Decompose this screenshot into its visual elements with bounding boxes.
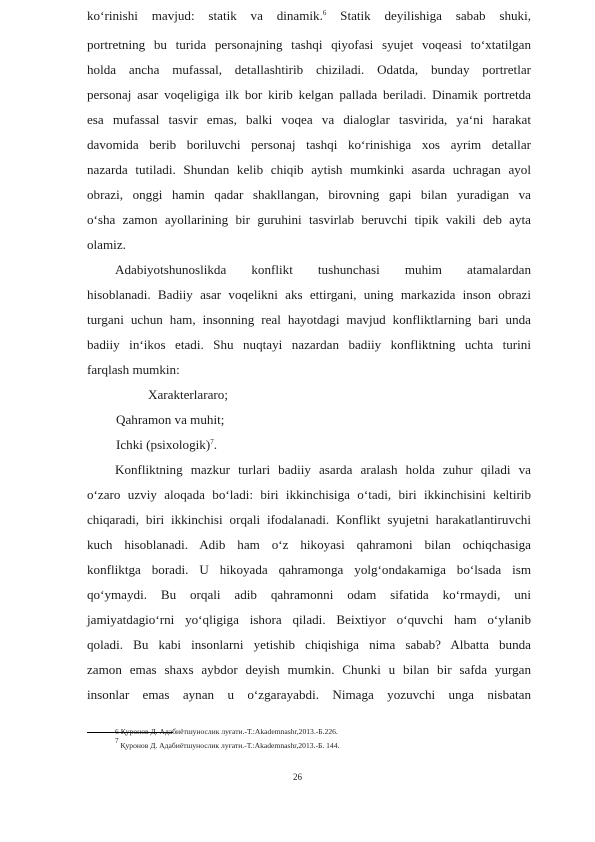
body-line: o‘zaro uzviy aloqada bo‘ladi: biri ikkinchisiga o‘tadi, biri ikkinchisini keltirib [87,487,531,502]
body-line: kuch hisoblanadi. Adib ham o‘z hikoyasi qahramoni bilan ochiqchasiga [87,537,531,552]
body-line: portretning bu turida personajning tashqi qiyofasi syujet voqeasi to‘xtatilgan [87,37,531,52]
footnote: $^7$ Қуронов Д. Адабиётшунослик луғати.-Т.:Akademnashr,2013.-Б. 144. [115,737,340,750]
footnote-ref: 6 [322,9,327,17]
paragraph-start: Konfliktning mazkur turlari badiiy asarda aralash holda zuhur qiladi va [115,462,531,477]
body-line: konfliktga boradi. U hikoyada qahramonga yolg‘ondakamiga bo‘lsada ism [87,562,531,577]
body-line: turgani uchun ham, insonning real hayotdagi mavjud konfliktlarning bari unda [87,312,531,327]
body-line: farqlash mumkin: [87,362,180,377]
body-line: davomida berib boriluvchi personaj tashqi ko‘rinishiga xos ayrim detallar [87,137,531,152]
body-line: ko‘rinishi mavjud: statik va dinamik.$^6$ Statik deyilishiga sabab shuki, [87,8,531,23]
body-line: hisoblanadi. Badiiy asar voqelikni aks ettirgani, uning markazida inson obrazi [87,287,531,302]
body-line: jamiyatdagio‘rni yo‘qligiga ishora qiladi. Beixtiyor o‘quvchi ham o‘ylanib [87,612,531,627]
footnote-ref: 7 [210,438,214,446]
body-line: personaj asar voqeligiga ilk bor kirib kelgan pallada beriladi. Dinamik portretda [87,87,531,102]
list-item: Qahramon va muhit; [116,412,225,427]
body-line: badiiy in‘ikos etadi. Shu nuqtayi nazardan badiiy konfliktning uchta turini [87,337,531,352]
list-item: Ichki (psixologik)$^7$. [116,437,217,452]
body-line: holda ancha mufassal, detallashtirib chiziladi. Odatda, bunday portretlar [87,62,531,77]
body-line: zamon emas shaxs aybdor deyish mumkin. Chunki u bilan bir safda yurgan [87,662,531,677]
paragraph-start: Adabiyotshunoslikda konflikt tushunchasi muhim atamalardan [115,262,531,277]
body-line: chiqaradi, biri ikkinchisi orqali ifodalanadi. Konflikt syujetni harakatlantiruvchi [87,512,531,527]
footnote-mark: 6 [115,727,119,736]
body-line: obrazi, onggi hamin qadar shakllangan, birovning gapi bilan yuradigan va [87,187,531,202]
page-number: 26 [293,772,302,782]
body-line: nazarda tutiladi. Shundan kelib chiqib aytish mumkinki asarda uchragan ayol [87,162,531,177]
list-item: Xarakterlararo; [148,387,228,402]
body-line: esa mufassal tasvir emas, balki voqea va dialoglar tasvirida, ya‘ni harakat [87,112,531,127]
body-line: olamiz. [87,237,126,252]
body-line: insonlar emas aynan u o‘zgarayabdi. Nimaga yozuvchi unga nisbatan [87,687,531,702]
body-line: qo‘ymaydi. Bu orqali adib qahramonni odam sifatida ko‘rmaydi, uni [87,587,531,602]
body-line: qoladi. Bu kabi insonlarni yetishib chiqishiga nima sabab? Albatta bunda [87,637,531,652]
footnote-mark: 7 [115,737,119,745]
body-line: o‘sha zamon ayollarining bir guruhini tasvirlab beruvchi tipik vakili deb ayta [87,212,531,227]
footnote: 6 Қуронов Д. Адабиётшунослик луғати.-Т.:Akademnashr,2013.-Б.226. [115,727,338,736]
